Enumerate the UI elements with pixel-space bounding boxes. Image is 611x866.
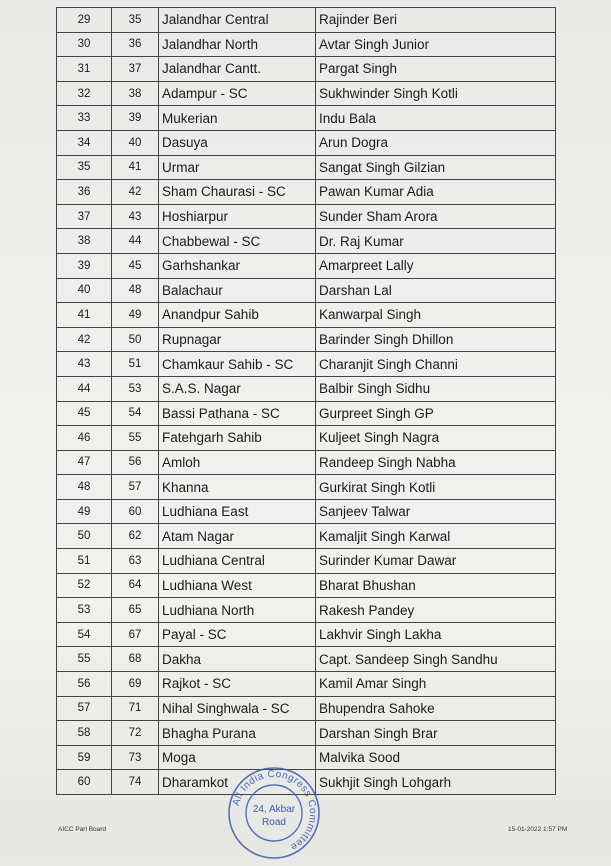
ac-number-cell: 67: [112, 622, 159, 647]
constituency-cell: Anandpur Sahib: [159, 303, 316, 328]
constituency-cell: Bhagha Purana: [159, 721, 316, 746]
candidate-cell: Balbir Singh Sidhu: [316, 376, 556, 401]
constituency-cell: Hoshiarpur: [159, 204, 316, 229]
candidate-cell: Charanjit Singh Channi: [316, 352, 556, 377]
constituency-cell: Ludhiana North: [159, 598, 316, 623]
ac-number-cell: 50: [112, 327, 159, 352]
constituency-cell: Garhshankar: [159, 253, 316, 278]
table-row: [57, 573, 556, 598]
constituency-cell: Bassi Pathana - SC: [159, 401, 316, 426]
serial-number-cell: 55: [57, 647, 112, 672]
constituency-cell: Moga: [159, 745, 316, 770]
ac-number-cell: 48: [112, 278, 159, 303]
svg-text:24, Akbar: 24, Akbar: [252, 804, 296, 815]
constituency-cell: Amloh: [159, 450, 316, 475]
svg-text:Road: Road: [262, 817, 286, 828]
candidate-cell: Malvika Sood: [316, 745, 556, 770]
stamp-seal: [226, 765, 322, 861]
constituency-cell: Adampur - SC: [159, 81, 316, 106]
candidate-cell: Bharat Bhushan: [316, 573, 556, 598]
candidate-cell: Kamaljit Singh Karwal: [316, 524, 556, 549]
table-row: [57, 499, 556, 524]
constituency-cell: Dharamkot: [159, 770, 316, 795]
ac-number-cell: 56: [112, 450, 159, 475]
ac-number-cell: 64: [112, 573, 159, 598]
table-row: [57, 352, 556, 377]
ac-number-cell: 40: [112, 130, 159, 155]
table-row: [57, 106, 556, 131]
constituency-cell: S.A.S. Nagar: [159, 376, 316, 401]
constituency-cell: Rupnagar: [159, 327, 316, 352]
constituency-cell: Rajkot - SC: [159, 672, 316, 697]
candidate-cell: Gurkirat Singh Kotli: [316, 475, 556, 500]
ac-number-cell: 41: [112, 155, 159, 180]
serial-number-cell: 30: [57, 32, 112, 57]
constituency-cell: Mukerian: [159, 106, 316, 131]
table-row: [57, 672, 556, 697]
candidate-table-body: [57, 8, 556, 795]
serial-number-cell: 37: [57, 204, 112, 229]
table-row: [57, 524, 556, 549]
serial-number-cell: 40: [57, 278, 112, 303]
serial-number-cell: 33: [57, 106, 112, 131]
serial-number-cell: 45: [57, 401, 112, 426]
ac-number-cell: 71: [112, 696, 159, 721]
ac-number-cell: 74: [112, 770, 159, 795]
candidate-table: [56, 7, 556, 795]
constituency-cell: Dasuya: [159, 130, 316, 155]
constituency-cell: Jalandhar Cantt.: [159, 57, 316, 82]
constituency-cell: Atam Nagar: [159, 524, 316, 549]
serial-number-cell: 46: [57, 426, 112, 451]
serial-number-cell: 57: [57, 696, 112, 721]
serial-number-cell: 38: [57, 229, 112, 254]
table-row: [57, 647, 556, 672]
constituency-cell: Jalandhar North: [159, 32, 316, 57]
footer-timestamp: 15-01-2022 1:57 PM: [508, 826, 568, 833]
constituency-cell: Jalandhar Central: [159, 8, 316, 33]
table-row: [57, 475, 556, 500]
candidate-cell: Kamil Amar Singh: [316, 672, 556, 697]
candidate-cell: Sukhjit Singh Lohgarh: [316, 770, 556, 795]
serial-number-cell: 56: [57, 672, 112, 697]
ac-number-cell: 36: [112, 32, 159, 57]
candidate-cell: Sunder Sham Arora: [316, 204, 556, 229]
candidate-cell: Surinder Kumar Dawar: [316, 549, 556, 574]
ac-number-cell: 57: [112, 475, 159, 500]
candidate-cell: Barinder Singh Dhillon: [316, 327, 556, 352]
serial-number-cell: 32: [57, 81, 112, 106]
constituency-cell: Sham Chaurasi - SC: [159, 180, 316, 205]
table-row: [57, 376, 556, 401]
serial-number-cell: 41: [57, 303, 112, 328]
table-row: [57, 598, 556, 623]
constituency-cell: Fatehgarh Sahib: [159, 426, 316, 451]
table-row: [57, 8, 556, 33]
serial-number-cell: 44: [57, 376, 112, 401]
candidate-cell: Pawan Kumar Adia: [316, 180, 556, 205]
candidate-cell: Avtar Singh Junior: [316, 32, 556, 57]
ac-number-cell: 51: [112, 352, 159, 377]
serial-number-cell: 60: [57, 770, 112, 795]
candidate-cell: Kuljeet Singh Nagra: [316, 426, 556, 451]
table-row: [57, 278, 556, 303]
table-row: [57, 622, 556, 647]
serial-number-cell: 49: [57, 499, 112, 524]
constituency-cell: Khanna: [159, 475, 316, 500]
ac-number-cell: 43: [112, 204, 159, 229]
table-row: [57, 253, 556, 278]
candidate-cell: Capt. Sandeep Singh Sandhu: [316, 647, 556, 672]
congress-office-stamp: [226, 765, 322, 861]
ac-number-cell: 73: [112, 745, 159, 770]
table-row: [57, 204, 556, 229]
candidate-cell: Rakesh Pandey: [316, 598, 556, 623]
ac-number-cell: 45: [112, 253, 159, 278]
ac-number-cell: 39: [112, 106, 159, 131]
serial-number-cell: 31: [57, 57, 112, 82]
table-row: [57, 549, 556, 574]
serial-number-cell: 42: [57, 327, 112, 352]
serial-number-cell: 36: [57, 180, 112, 205]
candidate-cell: Sukhwinder Singh Kotli: [316, 81, 556, 106]
table-row: [57, 229, 556, 254]
constituency-cell: Chamkaur Sahib - SC: [159, 352, 316, 377]
table-row: [57, 401, 556, 426]
ac-number-cell: 65: [112, 598, 159, 623]
constituency-cell: Ludhiana West: [159, 573, 316, 598]
table-row: [57, 426, 556, 451]
candidate-cell: Sanjeev Talwar: [316, 499, 556, 524]
ac-number-cell: 53: [112, 376, 159, 401]
serial-number-cell: 29: [57, 8, 112, 33]
ac-number-cell: 37: [112, 57, 159, 82]
candidate-list-sheet: [56, 7, 556, 795]
ac-number-cell: 38: [112, 81, 159, 106]
candidate-cell: Dr. Raj Kumar: [316, 229, 556, 254]
candidate-cell: Sangat Singh Gilzian: [316, 155, 556, 180]
candidate-cell: Rajinder Beri: [316, 8, 556, 33]
svg-text:All India Congress Committee: All India Congress Committee: [230, 768, 319, 853]
constituency-cell: Urmar: [159, 155, 316, 180]
serial-number-cell: 51: [57, 549, 112, 574]
candidate-cell: Amarpreet Lally: [316, 253, 556, 278]
candidate-cell: Randeep Singh Nabha: [316, 450, 556, 475]
constituency-cell: Chabbewal - SC: [159, 229, 316, 254]
candidate-cell: Arun Dogra: [316, 130, 556, 155]
candidate-cell: Lakhvir Singh Lakha: [316, 622, 556, 647]
serial-number-cell: 35: [57, 155, 112, 180]
constituency-cell: Dakha: [159, 647, 316, 672]
serial-number-cell: 43: [57, 352, 112, 377]
constituency-cell: Nihal Singhwala - SC: [159, 696, 316, 721]
table-row: [57, 303, 556, 328]
ac-number-cell: 60: [112, 499, 159, 524]
ac-number-cell: 42: [112, 180, 159, 205]
candidate-cell: Pargat Singh: [316, 57, 556, 82]
candidate-cell: Darshan Lal: [316, 278, 556, 303]
table-row: [57, 130, 556, 155]
ac-number-cell: 69: [112, 672, 159, 697]
candidate-cell: Bhupendra Sahoke: [316, 696, 556, 721]
ac-number-cell: 44: [112, 229, 159, 254]
constituency-cell: Balachaur: [159, 278, 316, 303]
ac-number-cell: 35: [112, 8, 159, 33]
candidate-cell: Kanwarpal Singh: [316, 303, 556, 328]
serial-number-cell: 54: [57, 622, 112, 647]
candidate-cell: Darshan Singh Brar: [316, 721, 556, 746]
ac-number-cell: 68: [112, 647, 159, 672]
serial-number-cell: 34: [57, 130, 112, 155]
candidate-cell: Indu Bala: [316, 106, 556, 131]
serial-number-cell: 52: [57, 573, 112, 598]
serial-number-cell: 48: [57, 475, 112, 500]
table-row: [57, 57, 556, 82]
serial-number-cell: 50: [57, 524, 112, 549]
ac-number-cell: 63: [112, 549, 159, 574]
table-row: [57, 155, 556, 180]
serial-number-cell: 39: [57, 253, 112, 278]
constituency-cell: Ludhiana Central: [159, 549, 316, 574]
table-row: [57, 32, 556, 57]
serial-number-cell: 58: [57, 721, 112, 746]
constituency-cell: Ludhiana East: [159, 499, 316, 524]
ac-number-cell: 49: [112, 303, 159, 328]
serial-number-cell: 53: [57, 598, 112, 623]
footer-board-label: AICC Parl Board: [58, 826, 107, 833]
serial-number-cell: 59: [57, 745, 112, 770]
ac-number-cell: 54: [112, 401, 159, 426]
table-row: [57, 81, 556, 106]
table-row: [57, 721, 556, 746]
ac-number-cell: 55: [112, 426, 159, 451]
candidate-cell: Gurpreet Singh GP: [316, 401, 556, 426]
ac-number-cell: 72: [112, 721, 159, 746]
constituency-cell: Payal - SC: [159, 622, 316, 647]
table-row: [57, 696, 556, 721]
serial-number-cell: 47: [57, 450, 112, 475]
table-row: [57, 180, 556, 205]
table-row: [57, 327, 556, 352]
ac-number-cell: 62: [112, 524, 159, 549]
table-row: [57, 450, 556, 475]
